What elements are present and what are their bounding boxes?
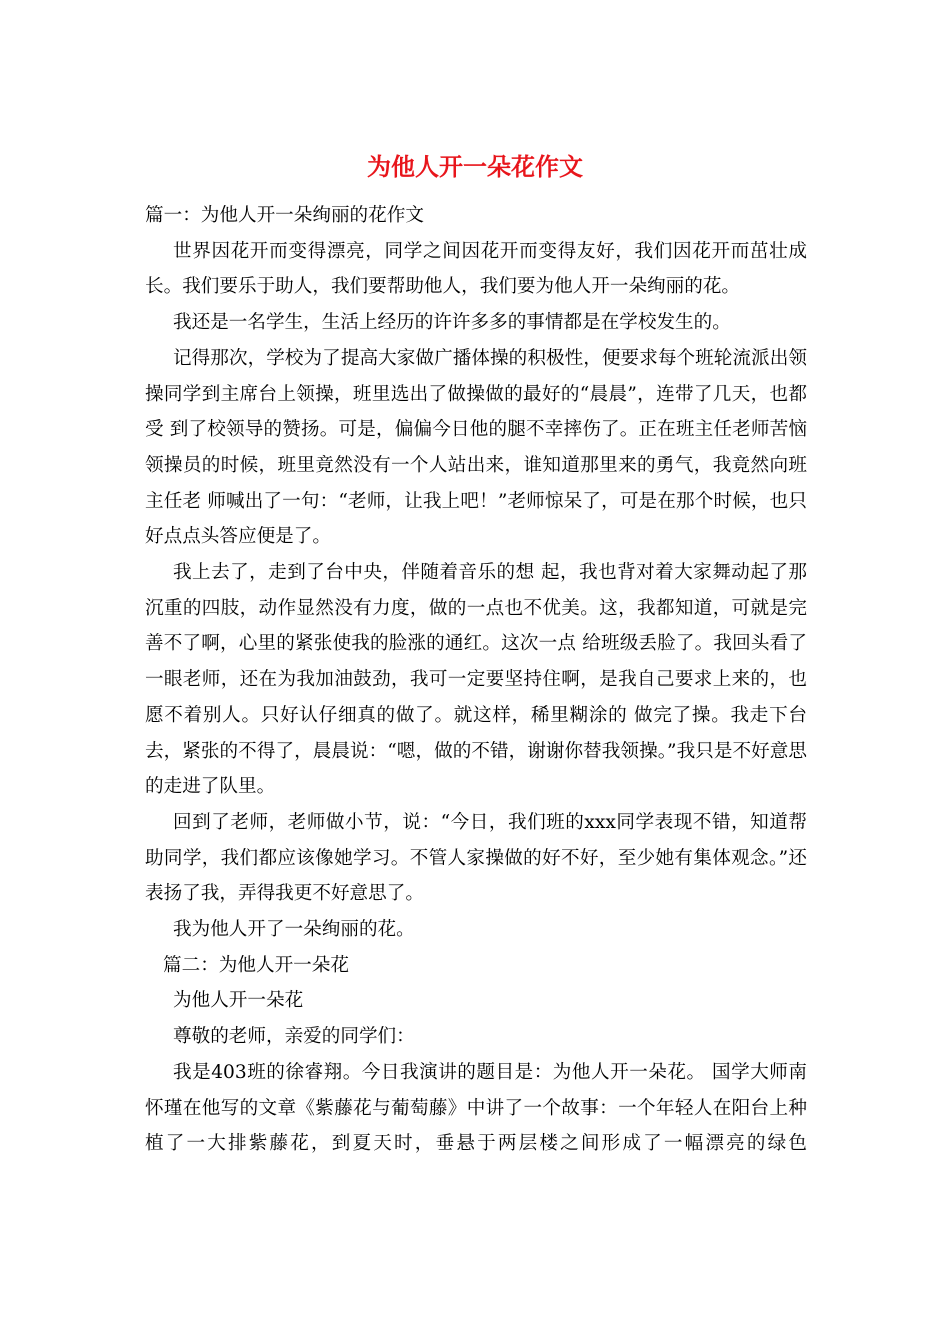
document-body [145,198,807,1162]
paragraph: 我为他人开了一朵绚丽的花。 [173,919,415,941]
paragraph: 记得那次，学校为了提高大家做广播体操的积极性，便要求每个班轮流派出领操同学到主席台上领操，班里选出了做操做的最好的“晨晨”，连带了几天，也都受 到了校领导的赞扬。可是，偏偏今日他的腿不幸摔伤了。正在班主任老师苦恼领操员的时候，班里竟然没有一个人站出来，谁知道那里来的勇气，我竟然向班主任老 师喊出了一句：“老师，让我上吧！”老师惊呆了，可是在那个时候，也只好点点头答应便是了。 [145,347,807,548]
document-title: 为他人开一朵花作文 [367,152,583,181]
paragraph: 回到了老师，老师做小节，说：“今日，我们班的xxx同学表现不错，知道帮助同学，我们都应该像她学习。不管人家操做的好不好，至少她有集体观念。”还表扬了我，弄得我更不好意思了。 [145,811,807,905]
salutation: 尊敬的老师，亲爱的同学们： [173,1026,415,1048]
speech-title: 为他人开一朵花 [173,990,304,1012]
paragraph: 我还是一名学生，生活上经历的许许多多的事情都是在学校发生的。 [173,312,731,334]
section-heading-1: 篇一：为他人开一朵绚丽的花作文 [145,205,424,226]
paragraph: 我是403班的徐睿翔。今日我演讲的题目是：为他人开一朵花。 国学大师南怀瑾在他写的文章《紫藤花与葡萄藤》中讲了一个故事：一个年轻人在阳台上种植了一大排紫藤花，到夏天时，垂悬于两层楼之间形成了一幅漂亮的绿色 [145,1061,807,1155]
section-heading-2: 篇二：为他人开一朵花 [163,954,349,976]
paragraph: 世界因花开而变得漂亮，同学之间因花开而变得友好，我们因花开而茁壮成长。我们要乐于助人，我们要帮助他人，我们要为他人开一朵绚丽的花。 [145,240,807,298]
paragraph: 我上去了，走到了台中央，伴随着音乐的想 起，我也背对着大家舞动起了那沉重的四肢，动作显然没有力度，做的一点也不优美。这，我都知道，可就是完善不了啊，心里的紧张使我的脸涨的通红。这次一点 给班级丢脸了。我回头看了一眼老师，还在为我加油鼓劲，我可一定要坚持住啊，是我自己要求上来的，也愿不着别人。只好认仔细真的做了。就这样，稀里糊涂的 做完了操。我走下台去，紧张的不得了，晨晨说：“嗯，做的不错，谢谢你替我领操。”我只是不好意思的走进了队里。 [145,562,807,798]
